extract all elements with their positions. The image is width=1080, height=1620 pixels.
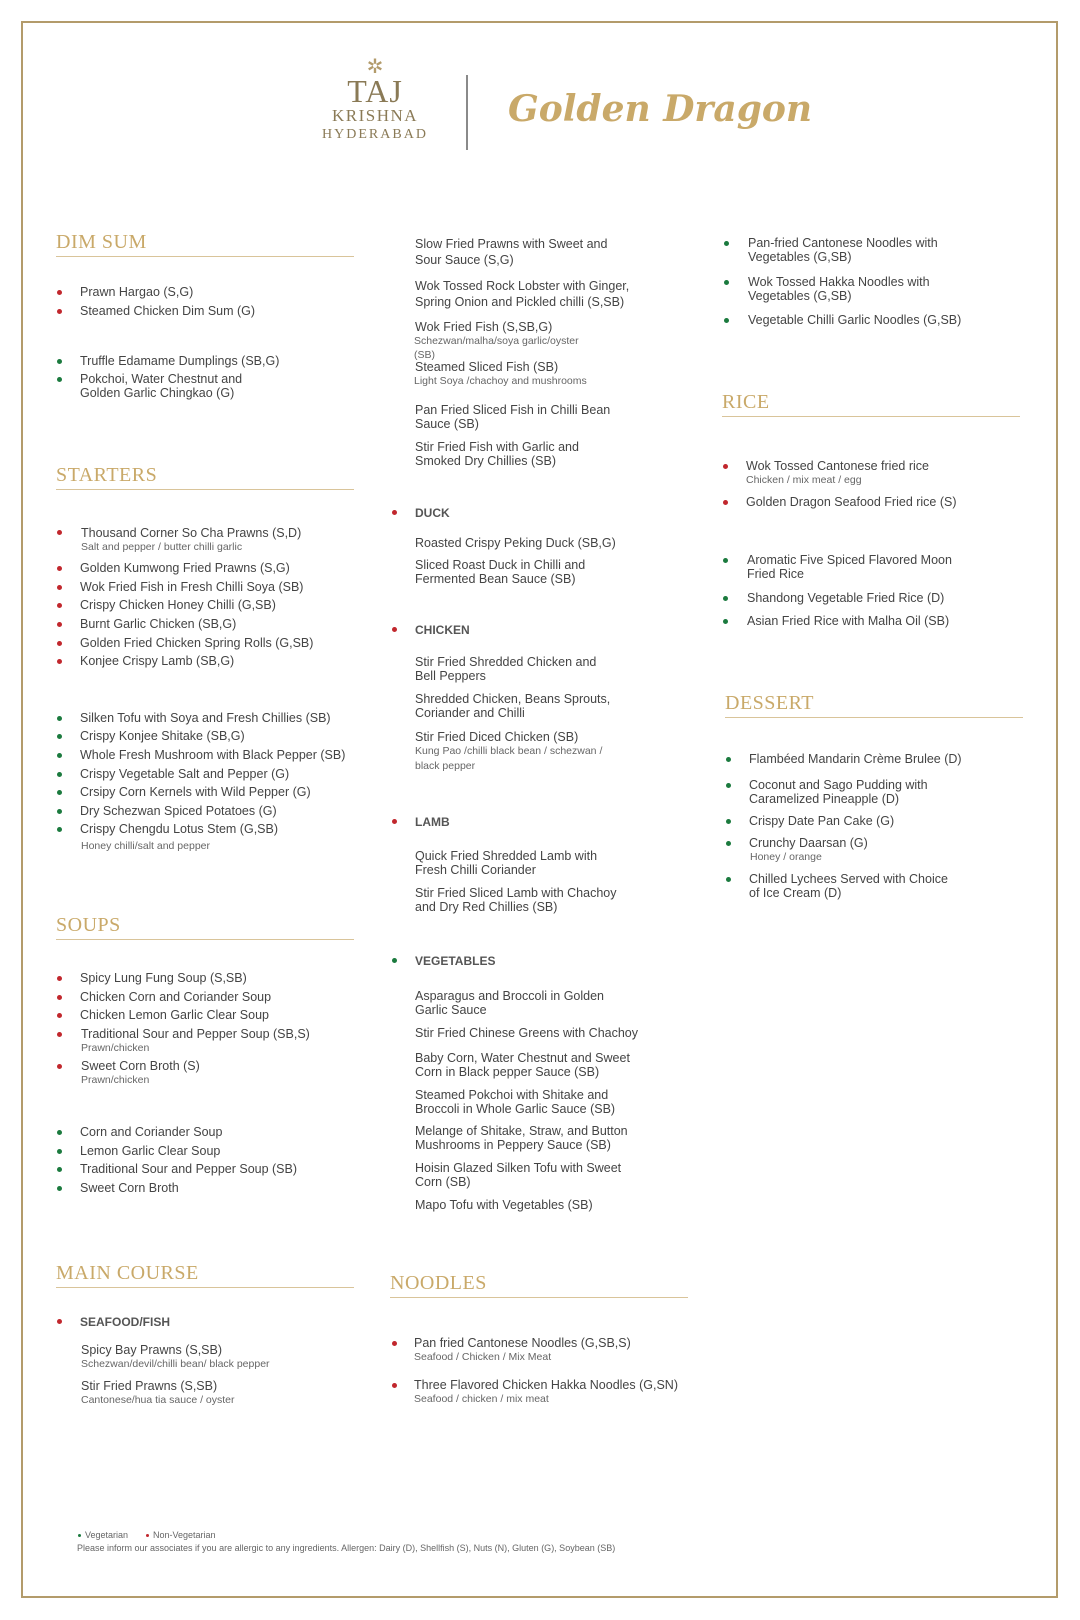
menu-item: Chicken Lemon Garlic Clear Soup [80, 1008, 269, 1022]
nonveg-dot-icon [57, 1013, 62, 1018]
menu-item: Prawn Hargao (S,G) [80, 285, 194, 299]
header-divider [466, 75, 468, 150]
menu-item: Slow Fried Prawns with Sweet and [415, 237, 608, 251]
section-dim-sum: DIM SUM [56, 230, 354, 257]
menu-item: Sweet Corn Broth [80, 1181, 179, 1195]
veg-dot-icon [57, 359, 62, 364]
veg-dot-icon [57, 1149, 62, 1154]
menu-item: Traditional Sour and Pepper Soup (SB) [80, 1162, 298, 1176]
section-starters: STARTERS [56, 463, 354, 490]
menu-item: Sweet Corn Broth (S) [81, 1059, 200, 1073]
veg-dot-icon [392, 958, 397, 963]
menu-item: Pan Fried Sliced Fish in Chilli Bean [415, 403, 611, 417]
menu-item: Konjee Crispy Lamb (SB,G) [80, 654, 235, 668]
subsection-lamb: LAMB [415, 815, 450, 829]
veg-dot-icon [57, 772, 62, 777]
menu-item: Steamed Sliced Fish (SB) [415, 360, 559, 374]
menu-item: Sauce (SB) [415, 417, 479, 431]
menu-item: Smoked Dry Chillies (SB) [415, 454, 557, 468]
menu-item: Crispy Chicken Honey Chilli (G,SB) [80, 598, 276, 612]
menu-item-note: Chicken / mix meat / egg [746, 474, 862, 486]
nonveg-dot-icon [57, 1064, 62, 1069]
section-dessert: DESSERT [725, 691, 1023, 718]
menu-item: Silken Tofu with Soya and Fresh Chillies (SB) [80, 711, 331, 725]
nonveg-dot-icon [57, 641, 62, 646]
veg-dot-icon [724, 280, 729, 285]
veg-dot-icon [57, 1167, 62, 1172]
menu-item: Shandong Vegetable Fried Rice (D) [747, 591, 945, 605]
subsection-chicken: CHICKEN [415, 623, 470, 637]
menu-item: Sour Sauce (S,G) [415, 253, 514, 267]
menu-item: and Dry Red Chillies (SB) [415, 900, 558, 914]
menu-item-note: Salt and pepper / butter chilli garlic [81, 541, 243, 553]
menu-item: Corn and Coriander Soup [80, 1125, 223, 1139]
menu-item: Burnt Garlic Chicken (SB,G) [80, 617, 237, 631]
menu-item: Three Flavored Chicken Hakka Noodles (G,SN) [414, 1378, 678, 1392]
nonveg-dot-icon [57, 659, 62, 664]
menu-item: Aromatic Five Spiced Flavored Moon [747, 553, 952, 567]
menu-item: Wok Fried Fish (S,SB,G) [415, 320, 553, 334]
menu-item: Wok Tossed Hakka Noodles with [748, 275, 930, 289]
menu-item: Fried Rice [747, 567, 804, 581]
menu-item: Stir Fried Fish with Garlic and [415, 440, 579, 454]
veg-dot-icon [726, 783, 731, 788]
menu-item: Sliced Roast Duck in Chilli and [415, 558, 586, 572]
menu-item: Garlic Sauce [415, 1003, 487, 1017]
menu-item-note: Prawn/chicken [81, 1074, 150, 1086]
menu-item: Wok Fried Fish in Fresh Chilli Soya (SB) [80, 580, 304, 594]
menu-item: Pan-fried Cantonese Noodles with [748, 236, 938, 250]
menu-item-note: (SB) [414, 349, 435, 361]
menu-item: Stir Fried Shredded Chicken and [415, 655, 597, 669]
menu-item: Mapo Tofu with Vegetables (SB) [415, 1198, 593, 1212]
veg-dot-icon [724, 318, 729, 323]
menu-item: Steamed Chicken Dim Sum (G) [80, 304, 256, 318]
menu-item: Golden Kumwong Fried Prawns (S,G) [80, 561, 290, 575]
veg-dot-icon [723, 619, 728, 624]
menu-item: Crispy Date Pan Cake (G) [749, 814, 895, 828]
menu-item: Crispy Vegetable Salt and Pepper (G) [80, 767, 290, 781]
menu-item: Stir Fried Diced Chicken (SB) [415, 730, 579, 744]
menu-item: Hoisin Glazed Silken Tofu with Sweet [415, 1161, 622, 1175]
nonveg-dot-icon [57, 585, 62, 590]
nonveg-dot-icon [723, 500, 728, 505]
subsection-vegetables: VEGETABLES [415, 954, 496, 968]
subsection-seafood: SEAFOOD/FISH [80, 1315, 171, 1329]
taj-logo [310, 58, 440, 144]
nonveg-dot-icon [57, 622, 62, 627]
nonveg-dot-icon [146, 1534, 149, 1537]
menu-item: Truffle Edamame Dumplings (SB,G) [80, 354, 280, 368]
nonveg-dot-icon [57, 530, 62, 535]
menu-item: Corn (SB) [415, 1175, 471, 1189]
menu-item: Coconut and Sago Pudding with [749, 778, 928, 792]
menu-item: Pan fried Cantonese Noodles (G,SB,S) [414, 1336, 631, 1350]
menu-item: Stir Fried Prawns (S,SB) [81, 1379, 218, 1393]
menu-item: Whole Fresh Mushroom with Black Pepper (SB) [80, 748, 346, 762]
legend-veg: Vegetarian [85, 1530, 129, 1540]
menu-item: Wok Tossed Cantonese fried rice [746, 459, 929, 473]
menu-item: Coriander and Chilli [415, 706, 525, 720]
menu-item: Crsipy Corn Kernels with Wild Pepper (G) [80, 785, 311, 799]
menu-item-note: Schezwan/malha/soya garlic/oyster [414, 335, 579, 347]
hotel-city: HYDERABAD [322, 127, 428, 142]
menu-item-note: Seafood / Chicken / Mix Meat [414, 1351, 552, 1363]
nonveg-dot-icon [723, 464, 728, 469]
veg-dot-icon [726, 841, 731, 846]
nonveg-dot-icon [392, 1383, 397, 1388]
taj-star-icon: ✲ [366, 56, 384, 78]
nonveg-dot-icon [57, 566, 62, 571]
legend-nonveg: Non-Vegetarian [153, 1530, 216, 1540]
nonveg-dot-icon [57, 1319, 62, 1324]
section-main-course: MAIN COURSE [56, 1261, 354, 1288]
menu-item-note: Cantonese/hua tia sauce / oyster [81, 1394, 235, 1406]
menu-item: Bell Peppers [415, 669, 486, 683]
veg-dot-icon [78, 1534, 81, 1537]
nonveg-dot-icon [392, 627, 397, 632]
section-rice: RICE [722, 390, 1020, 417]
menu-item-note: Kung Pao /chilli black bean / schezwan / [415, 745, 603, 757]
nonveg-dot-icon [57, 309, 62, 314]
menu-item: Lemon Garlic Clear Soup [80, 1144, 221, 1158]
veg-dot-icon [57, 753, 62, 758]
menu-item: Crunchy Daarsan (G) [749, 836, 868, 850]
menu-item: Pokchoi, Water Chestnut and [80, 372, 243, 386]
nonveg-dot-icon [57, 1032, 62, 1037]
menu-item: Chilled Lychees Served with Choice [749, 872, 948, 886]
menu-item-note: Prawn/chicken [81, 1042, 150, 1054]
menu-item: Vegetables (G,SB) [748, 289, 852, 303]
menu-item: Spring Onion and Pickled chilli (S,SB) [415, 295, 625, 309]
nonveg-dot-icon [57, 290, 62, 295]
veg-dot-icon [57, 734, 62, 739]
menu-item: Fermented Bean Sauce (SB) [415, 572, 576, 586]
veg-dot-icon [57, 377, 62, 382]
menu-item: Crispy Konjee Shitake (SB,G) [80, 729, 245, 743]
menu-item: Quick Fried Shredded Lamb with [415, 849, 598, 863]
menu-item: Asian Fried Rice with Malha Oil (SB) [747, 614, 950, 628]
menu-item: Thousand Corner So Cha Prawns (S,D) [81, 526, 302, 540]
menu-item: Spicy Bay Prawns (S,SB) [81, 1343, 223, 1357]
menu-item: Golden Fried Chicken Spring Rolls (G,SB) [80, 636, 314, 650]
menu-item: Flambéed Mandarin Crème Brulee (D) [749, 752, 962, 766]
menu-item: Stir Fried Sliced Lamb with Chachoy [415, 886, 617, 900]
menu-item: Baby Corn, Water Chestnut and Sweet [415, 1051, 630, 1065]
section-noodles: NOODLES [390, 1271, 688, 1298]
menu-item-note: Honey / orange [750, 851, 822, 863]
veg-dot-icon [723, 596, 728, 601]
menu-item: Steamed Pokchoi with Shitake and [415, 1088, 609, 1102]
menu-item: Spicy Lung Fung Soup (S,SB) [80, 971, 247, 985]
hotel-name: KRISHNA [331, 106, 419, 125]
veg-dot-icon [726, 757, 731, 762]
menu-item: Dry Schezwan Spiced Potatoes (G) [80, 804, 277, 818]
taj-wordmark: TAJ [347, 73, 403, 109]
restaurant-name: Golden Dragon [508, 88, 813, 130]
menu-item: Caramelized Pineapple (D) [749, 792, 900, 806]
veg-dot-icon [57, 1186, 62, 1191]
veg-dot-icon [726, 819, 731, 824]
nonveg-dot-icon [57, 995, 62, 1000]
menu-item: Wok Tossed Rock Lobster with Ginger, [415, 279, 630, 293]
menu-item-note: Honey chilli/salt and pepper [81, 840, 210, 852]
menu-item: Mushrooms in Peppery Sauce (SB) [415, 1138, 611, 1152]
nonveg-dot-icon [57, 976, 62, 981]
veg-dot-icon [57, 790, 62, 795]
section-soups: SOUPS [56, 913, 354, 940]
veg-dot-icon [57, 809, 62, 814]
menu-item: Golden Dragon Seafood Fried rice (S) [746, 495, 957, 509]
menu-item: Asparagus and Broccoli in Golden [415, 989, 605, 1003]
veg-dot-icon [723, 558, 728, 563]
menu-item: Roasted Crispy Peking Duck (SB,G) [415, 536, 616, 550]
nonveg-dot-icon [57, 603, 62, 608]
menu-item: Vegetable Chilli Garlic Noodles (G,SB) [748, 313, 962, 327]
menu-item-note: Light Soya /chachoy and mushrooms [414, 375, 587, 387]
menu-item: Corn in Black pepper Sauce (SB) [415, 1065, 600, 1079]
menu-item: Shredded Chicken, Beans Sprouts, [415, 692, 611, 706]
subsection-duck: DUCK [415, 506, 450, 520]
veg-dot-icon [726, 877, 731, 882]
menu-item: Chicken Corn and Coriander Soup [80, 990, 272, 1004]
menu-item: Fresh Chilli Coriander [415, 863, 536, 877]
menu-item-note: Schezwan/devil/chilli bean/ black pepper [81, 1358, 270, 1370]
nonveg-dot-icon [392, 510, 397, 515]
menu-item: Crispy Chengdu Lotus Stem (G,SB) [80, 822, 278, 836]
menu-item-note: black pepper [415, 760, 476, 772]
veg-dot-icon [57, 716, 62, 721]
veg-dot-icon [724, 241, 729, 246]
allergen-note: Please inform our associates if you are allergic to any ingredients. Allergen: Dairy (D), Shellfish (S), Nuts (N), Gluten (G), Soybean (SB) [77, 1543, 616, 1553]
menu-item: Traditional Sour and Pepper Soup (SB,S) [81, 1027, 310, 1041]
menu-item-note: Seafood / chicken / mix meat [414, 1393, 549, 1405]
veg-dot-icon [57, 827, 62, 832]
menu-item: Melange of Shitake, Straw, and Button [415, 1124, 628, 1138]
menu-item: Golden Garlic Chingkao (G) [80, 386, 235, 400]
menu-item: Stir Fried Chinese Greens with Chachoy [415, 1026, 639, 1040]
nonveg-dot-icon [392, 819, 397, 824]
veg-dot-icon [57, 1130, 62, 1135]
menu-item: Broccoli in Whole Garlic Sauce (SB) [415, 1102, 616, 1116]
nonveg-dot-icon [392, 1341, 397, 1346]
menu-item: Vegetables (G,SB) [748, 250, 852, 264]
menu-item: of Ice Cream (D) [749, 886, 842, 900]
